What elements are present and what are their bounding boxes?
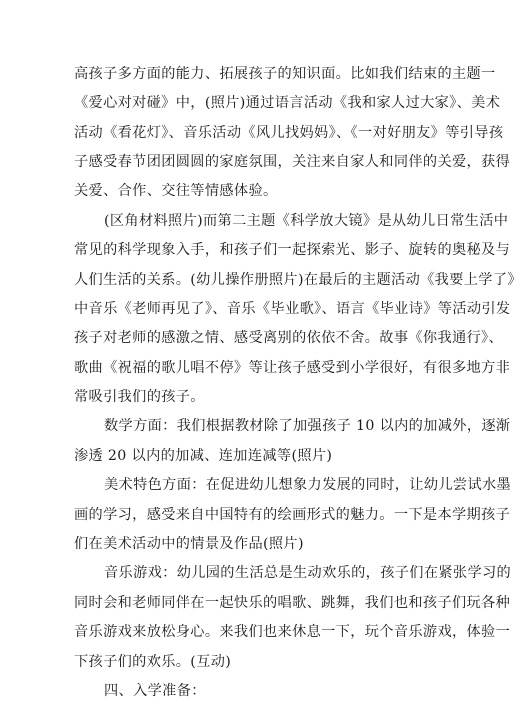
paragraph-line: 活动《看花灯》、音乐活动《风儿找妈妈》、《一对好朋友》等引导孩: [74, 125, 504, 141]
paragraph-line: 渗透 20 以内的加减、连加连减等(照片): [74, 448, 333, 464]
paragraph-line: 常吸引我们的孩子。: [74, 389, 205, 405]
paragraph-line: 音乐游戏：幼儿园的生活总是生动欢乐的，孩子们在紧张学习的: [104, 565, 512, 581]
paragraph-line: 数学方面：我们根据教材除了加强孩子 10 以内的加减外，逐渐: [104, 418, 511, 434]
paragraph-line: 子感受春节团团圆圆的家庭氛围，关注来自家人和同伴的关爱，获得: [74, 154, 511, 170]
paragraph-line: 同时会和老师同伴在一起快乐的唱歌、跳舞，我们也和孩子们玩各种: [74, 595, 511, 611]
paragraph-line: 歌曲《祝福的歌儿唱不停》等让孩子感受到小学很好，有很多地方非: [74, 360, 511, 376]
paragraph-line: 孩子对老师的感激之情、感受离别的依依不舍。故事《你我通行》、: [74, 330, 504, 346]
paragraph-line: 中音乐《老师再见了》、音乐《毕业歌》、语言《毕业诗》等活动引发: [74, 301, 511, 317]
paragraph-line: 关爱、合作、交往等情感体验。: [74, 183, 278, 199]
section-heading: 四、入学准备：: [104, 683, 206, 699]
paragraph-line: 常见的科学现象入手，和孩子们一起探索光、影子、旋转的奥秘及与: [74, 242, 511, 258]
paragraph-line: 音乐游戏来放松身心。来我们也来休息一下，玩个音乐游戏，体验一: [74, 624, 511, 640]
paragraph-line: 下孩子们的欢乐。(互动): [74, 654, 232, 670]
paragraph-line: 美术特色方面：在促进幼儿想象力发展的同时，让幼儿尝试水墨: [104, 477, 512, 493]
paragraph-line: 《爱心对对碰》中，(照片)通过语言活动《我和家人过大家》、美术: [74, 95, 501, 111]
paragraph-line: 高孩子多方面的能力、拓展孩子的知识面。比如我们结束的主题一: [74, 66, 496, 82]
paragraph-line: 人们生活的关系。(幼儿操作册照片)在最后的主题活动《我要上学了》: [74, 272, 522, 288]
paragraph-line: 画的学习，感受来自中国特有的绘画形式的魅力。一下是本学期孩子: [74, 507, 511, 523]
paragraph-line: (区角材料照片)而第二主题《科学放大镜》是从幼儿日常生活中: [104, 213, 509, 229]
paragraph-line: 们在美术活动中的情景及作品(照片): [74, 536, 304, 552]
